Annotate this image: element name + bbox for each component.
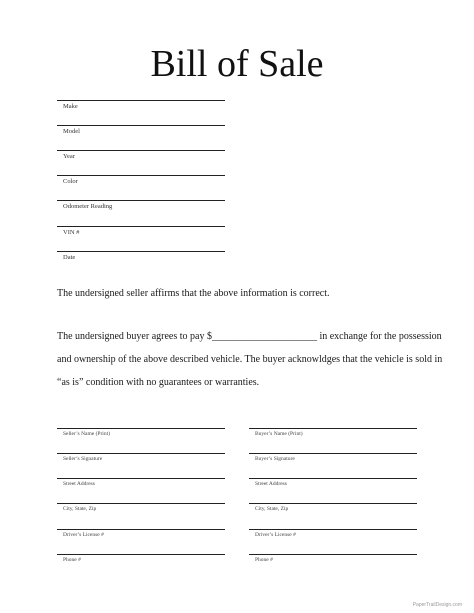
seller-field-label: Seller’s Name (Print) bbox=[63, 431, 110, 437]
buyer-agreement-line-3: “as is” condition with no guarantees or warranties. bbox=[57, 377, 260, 388]
vehicle-field-model[interactable] bbox=[57, 125, 225, 151]
buyer-field-label: City, State, Zip bbox=[255, 506, 289, 512]
seller-field-label: Phone # bbox=[63, 557, 81, 563]
vehicle-field-odometer[interactable] bbox=[57, 200, 225, 226]
buyer-field-label: Street Address bbox=[255, 481, 287, 487]
seller-field-label: City, State, Zip bbox=[63, 506, 97, 512]
seller-street-address-field[interactable] bbox=[57, 478, 225, 504]
buyer-city-state-zip-field[interactable] bbox=[249, 503, 417, 529]
buyer-drivers-license-field[interactable] bbox=[249, 529, 417, 555]
vehicle-field-make[interactable] bbox=[57, 100, 225, 126]
buyer-phone-field[interactable] bbox=[249, 554, 417, 580]
page-title: Bill of Sale bbox=[150, 43, 324, 85]
vehicle-field-label: Model bbox=[63, 128, 80, 135]
footer-credit: PaperTrailDesign.com bbox=[412, 602, 462, 608]
vehicle-field-label: VIN # bbox=[63, 229, 80, 236]
seller-field-label: Driver’s License # bbox=[63, 532, 104, 538]
buyer-signature-field[interactable] bbox=[249, 453, 417, 479]
seller-drivers-license-field[interactable] bbox=[57, 529, 225, 555]
vehicle-field-year[interactable] bbox=[57, 150, 225, 176]
buyer-field-label: Buyer’s Name (Print) bbox=[255, 431, 303, 437]
vehicle-field-vin[interactable] bbox=[57, 226, 225, 252]
vehicle-field-color[interactable] bbox=[57, 175, 225, 201]
buyer-name-field[interactable] bbox=[249, 428, 417, 454]
buyer-agreement-line-2: and ownership of the above described vehicle. The buyer acknowldges that the vehicle is sold in bbox=[57, 354, 443, 365]
seller-field-label: Street Address bbox=[63, 481, 95, 487]
vehicle-field-label: Odometer Reading bbox=[63, 203, 113, 210]
seller-signature-field[interactable] bbox=[57, 453, 225, 479]
seller-phone-field[interactable] bbox=[57, 554, 225, 580]
buyer-street-address-field[interactable] bbox=[249, 478, 417, 504]
buyer-field-label: Buyer’s Signature bbox=[255, 456, 295, 462]
vehicle-field-label: Date bbox=[63, 254, 76, 261]
seller-city-state-zip-field[interactable] bbox=[57, 503, 225, 529]
vehicle-field-label: Color bbox=[63, 178, 78, 185]
vehicle-field-label: Year bbox=[63, 153, 75, 160]
buyer-field-label: Phone # bbox=[255, 557, 273, 563]
vehicle-field-label: Make bbox=[63, 103, 78, 110]
vehicle-field-date[interactable] bbox=[57, 251, 225, 277]
seller-affirmation-text: The undersigned seller affirms that the above information is correct. bbox=[57, 288, 330, 299]
seller-field-label: Seller’s Signature bbox=[63, 456, 103, 462]
buyer-agreement-line-1: The undersigned buyer agrees to pay $_____________________ in exchange for the possession bbox=[57, 331, 442, 342]
buyer-field-label: Driver’s License # bbox=[255, 532, 296, 538]
seller-name-field[interactable] bbox=[57, 428, 225, 454]
